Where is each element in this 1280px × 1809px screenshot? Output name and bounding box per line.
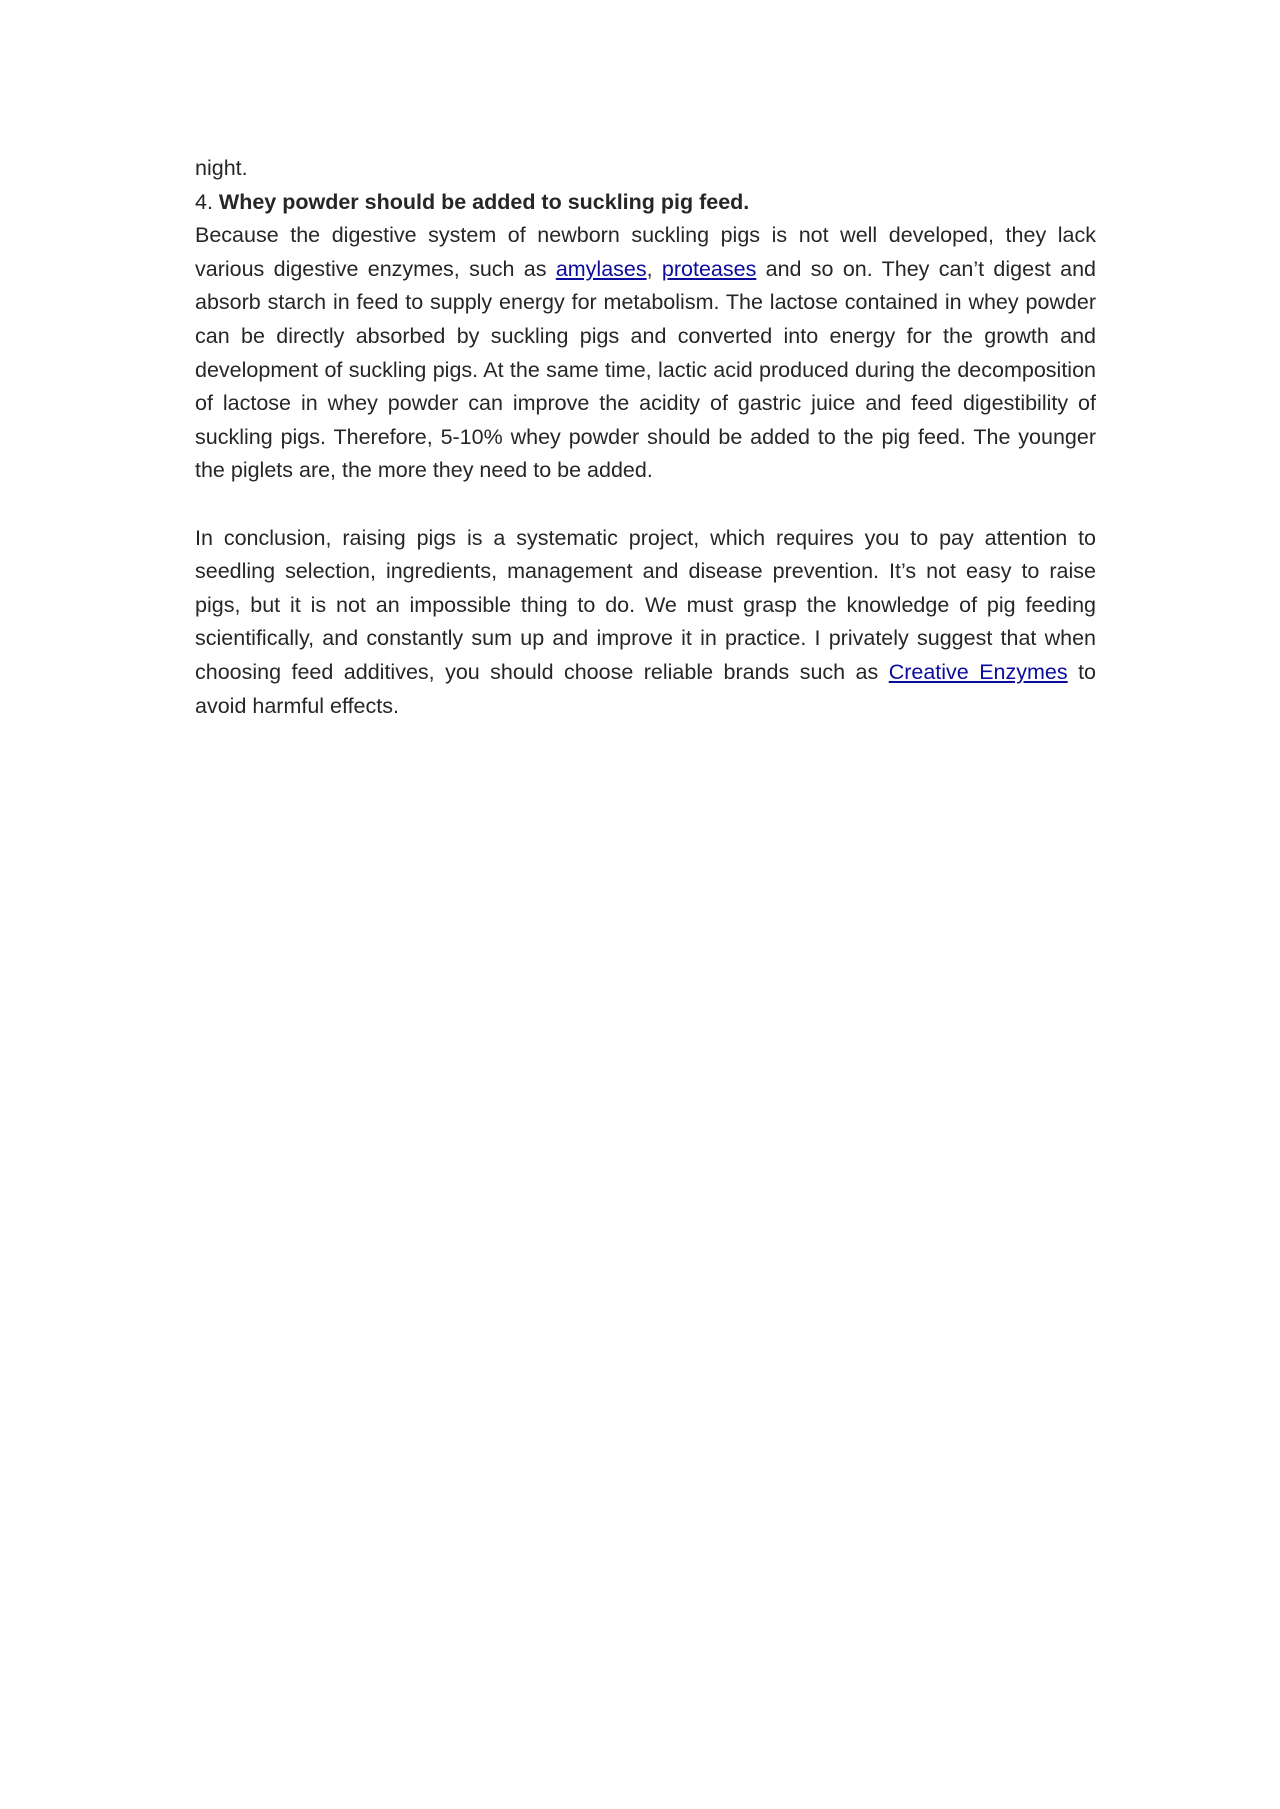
section-heading <box>195 186 1096 220</box>
link-separator: , <box>646 256 662 281</box>
conclusion-text-end: to avoid harmful effects. <box>195 659 1096 718</box>
section-number: 4. <box>195 189 219 214</box>
paragraph-text-start: Because the digestive system of newborn suckling pigs is not well developed, they lack various digestive enzymes, such as <box>195 223 1096 281</box>
continuation-line: night. <box>195 156 248 180</box>
document-page <box>195 152 1096 723</box>
proteases-link[interactable]: proteases <box>661 256 757 281</box>
section-body-paragraph <box>195 219 1096 488</box>
conclusion-text-start: In conclusion, raising pigs is a systematic project, which requires you to pay attention to seedling selection, ingredients, management and disease prevention. It’s not easy to raise pigs, but it is not an impossible thing to do. We must grasp the knowledge of pig feeding scientifically, and constantly sum up and improve it in practice. I privately suggest that when choosing feed additives, you should choose reliable brands such as <box>195 525 1096 684</box>
paragraph-spacer <box>195 488 1096 522</box>
amylases-link[interactable]: amylases <box>555 256 647 281</box>
conclusion-paragraph <box>195 522 1096 724</box>
creative-enzymes-link[interactable]: Creative Enzymes <box>888 659 1068 684</box>
paragraph-text-end: and so on. They can’t digest and absorb starch in feed to supply energy for metabolism. The lactose contained in whey powder can be directly absorbed by suckling pigs and converted into energy for the growth and development of suckling pigs. At the same time, lactic acid produced during the decomposition of lactose in whey powder can improve the acidity of gastric juice and feed digestibility of suckling pigs. Therefore, 5-10% whey powder should be added to the pig feed. The younger the piglets are, the more they need to be added. <box>195 256 1096 483</box>
section-title: Whey powder should be added to suckling pig feed. <box>218 189 750 214</box>
